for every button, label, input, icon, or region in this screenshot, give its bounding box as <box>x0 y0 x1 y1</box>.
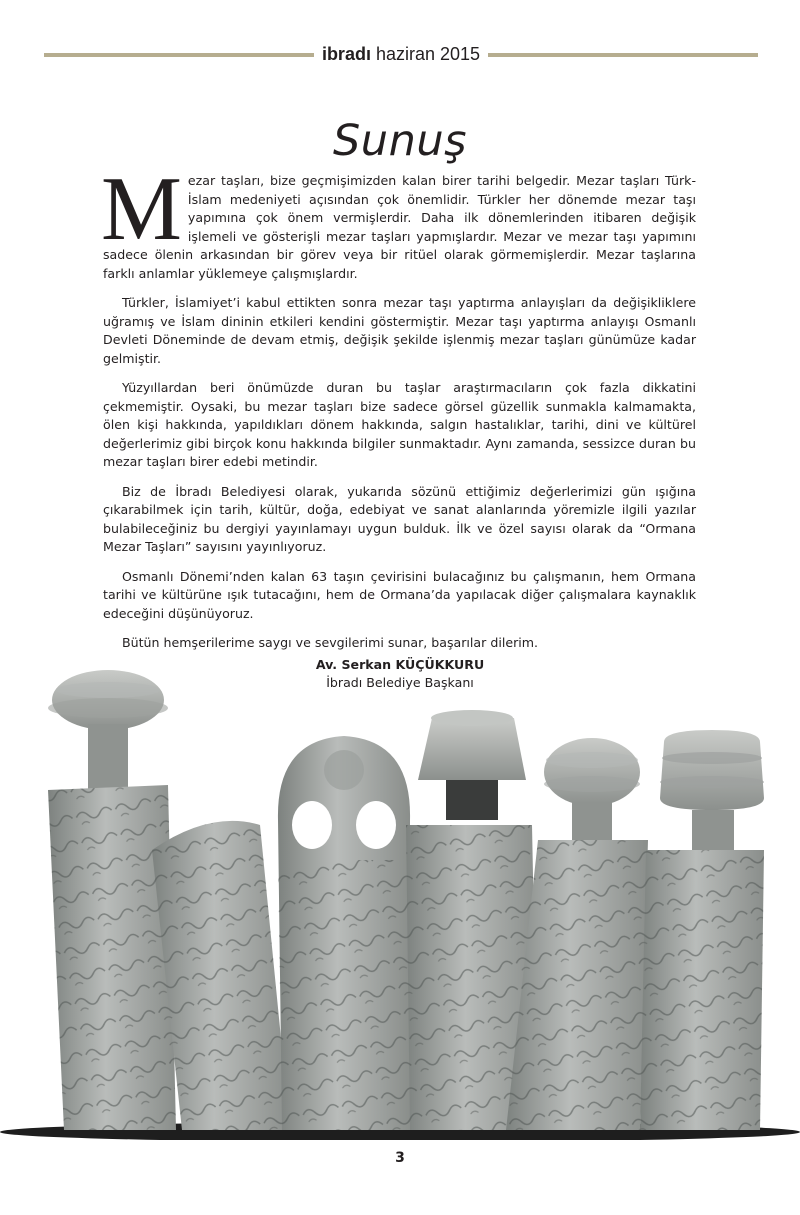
gravestones-photo <box>0 660 800 1140</box>
paragraph-1: Mezar taşları, bize geçmişimizden kalan birer tarihi belgedir. Mezar taşları Türk-İslam medeniyeti açısından çok önemlidir. Türkler her dönemde mezar taşı yapımına çok önem vermişlerdir. Daha ilk dönemlerinden itibaren değişik işlemeli ve gösterişli mezar taşları yapmışlardır. Mezar ve mezar taşı yapımını sadece ölenin arkasından bir görev veya bir ritüel olarak görmemişlerdir. Mezar taşlarına farklı anlamlar yüklemeye çalışmışlardır. <box>101 158 696 281</box>
gravestone-3 <box>278 736 410 1130</box>
page-number: 3 <box>395 1150 405 1166</box>
gravestone-6 <box>640 730 764 1130</box>
article-body <box>101 158 696 664</box>
page-title: Sunuş <box>333 116 467 166</box>
signature-role: İbradı Belediye Başkanı <box>326 675 474 690</box>
issue-date: haziran 2015 <box>375 44 481 64</box>
paragraph-6: Bütün hemşerilerime saygı ve sevgilerimi sunar, başarılar dilerim. <box>122 635 539 650</box>
paragraph-2: Türkler, İslamiyet’i kabul ettikten sonra mezar taşı yaptırma anlayışları da değişikliklere uğramış ve İslam dininin etkileri kendini göstermiştir. Mezar taşı yaptırma anlayışı Osmanlı Devleti Döneminde de devam etmiş, değişik şekilde işlenmiş mezar taşları günümüze kadar gelmiştir. <box>103 295 696 366</box>
running-header <box>44 42 758 66</box>
paragraph-5: Osmanlı Dönemi’nden kalan 63 taşın çevirisini bulacağınız bu çalışmanın, hem Ormana tarihi ve kültürüne ışık tutacağını, hem de Ormana’da yapılacak diğer çalışmalara kaynaklık edeceğini düşünüyoruz. <box>103 568 696 621</box>
paragraph-3: Yüzyıllardan beri önümüzde duran bu taşlar araştırmacıların çok fazla dikkatini çekmemiştir. Oysaki, bu mezar taşları bize sadece görsel güzellik sunmakla kalmamakta, ölen kişi hakkında, yapıldıkları dönem hakkında, salgın hastalıklar, tarihi, dini ve kültürel değerlerimiz gibi birçok konu hakkında bilgiler sunmaktadır. Aynı zamanda, sessizce duran bu mezar taşları birer edebi metindir. <box>103 380 696 469</box>
header-title <box>44 42 758 66</box>
magazine-name: ibradı <box>321 44 371 64</box>
signature-name: Av. Serkan KÜÇÜKKURU <box>315 657 485 672</box>
gravestone-1 <box>48 670 176 1130</box>
paragraph-4: Biz de İbradı Belediyesi olarak, yukarıda sözünü ettiğimiz değerlerimizi gün ışığına çıkarabilmek için tarih, kültür, doğa, edebiyat ve sanat alanlarında yöremizle ilgili yazılar bulabileceğiniz bu dergiyi yayınlamayı uygun bulduk. İlk ve özel sayısı olarak da “Ormana Mezar Taşları” sayısını yayınlıyoruz. <box>103 483 696 554</box>
drop-cap: M <box>101 158 182 259</box>
